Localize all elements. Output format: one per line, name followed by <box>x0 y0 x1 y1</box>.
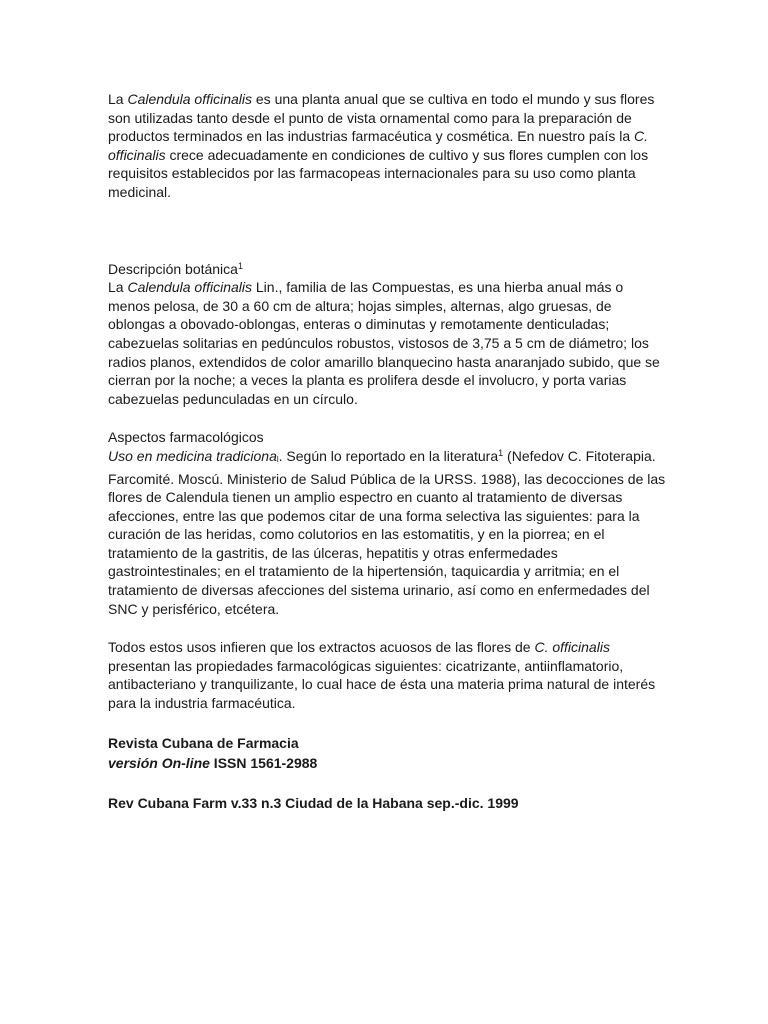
farmacologicos-footnote-ref: 1 <box>498 447 504 458</box>
botanica-footnote-ref: 1 <box>237 260 243 271</box>
intro-paragraph <box>108 90 668 202</box>
botanica-text-2: Lin., familia de las Compuestas, es una hierba anual más o menos pelosa, de 30 a 60 cm de altura; hojas simples, alternas, algo gruesas, de oblongas a obovado-oblongas, enteras o diminutas y remotamente denticuladas; cabezuelas solitarias en pedúnculos robustos, vistosos de 3,75 a 5 cm de diámetro; los radios planos, extendidos de color amarillo blanquecino hasta anaranjado subido, que se cierran por la noche; a veces la planta es prolifera desde el involucro, y porta varias cabezuelas pedunculadas en un círculo. <box>108 279 660 407</box>
journal-issn: ISSN 1561-2988 <box>209 754 318 771</box>
intro-species-abbr: C. officinalis <box>108 128 649 163</box>
usos-species-abbr: C. officinalis <box>534 639 610 656</box>
intro-species-name: Calendula officinalis <box>127 91 252 107</box>
journal-citation: Rev Cubana Farm v.33 n.3 Ciudad de la Habana sep.-dic. 1999 <box>108 794 519 811</box>
usos-text-1: Todos estos usos infieren que los extractos acuosos de las flores de <box>108 639 535 656</box>
farmacologicos-heading-text: Aspectos farmacológicos <box>108 429 264 446</box>
farmacologicos-text-2: (Nefedov C. Fitoterapia. Farcomité. Moscú. Ministerio de Salud Pública de la URSS. 1988), las decocciones de las flores de Calendula tienen un amplio espectro en cuanto al tratamiento de diversas afecciones, entre las que podemos citar de una forma selectiva las siguientes: para la curación de las heridas, como colutorios en las estomatitis, y en la piorrea; en el tratamiento de la gastritis, de las úlceras, hepatitis y otras enfermedades gastrointestinales; en el tratamiento de la hipertensión, taquicardia y arritmia; en el tratamiento de diversas afecciones del sistema urinario, así como en enfermedades del SNC y perisférico, etcétera. <box>108 447 666 617</box>
usos-text-2: presentan las propiedades farmacológicas siguientes: cicatrizante, antiinflamatorio, antibacteriano y tranquilizante, lo cual hace de ésta una materia prima natural de interés para la industria farmacéutica. <box>108 657 656 712</box>
document-body <box>108 90 668 813</box>
farmacologicos-heading <box>108 428 668 447</box>
botanica-heading-text: Descripción botánica <box>108 260 238 277</box>
intro-text-1: La <box>108 91 128 107</box>
journal-version-label: versión On-line <box>108 754 210 771</box>
journal-name: Revista Cubana de Farmacia <box>108 734 299 751</box>
uso-tradicional-label: Uso en medicina tradiciona <box>108 447 277 464</box>
intro-text-3: crece adecuadamente en condiciones de cultivo y sus flores cumplen con los requisitos establecidos por las farmacopeas internacionales para su uso como planta medicinal. <box>108 146 649 200</box>
farmacologicos-paragraph <box>108 447 668 618</box>
intro-text-2: es una planta anual que se cultiva en todo el mundo y sus flores son utilizadas tanto desde el punto de vista ornamental como para la preparación de productos terminados en las industrias farmacéutica y cosmética. En nuestro país la <box>108 91 655 145</box>
farmacologicos-text-1: . Según lo reportado en la literatura <box>278 447 499 464</box>
usos-paragraph <box>108 638 668 712</box>
botanica-paragraph <box>108 278 668 408</box>
botanica-text-1: La <box>108 279 128 296</box>
botanica-heading <box>108 260 668 279</box>
journal-issn-line <box>108 753 668 773</box>
botanica-species-name: Calendula officinalis <box>127 279 252 296</box>
uso-tradicional-suffix: l <box>276 454 279 464</box>
journal-info <box>108 733 668 813</box>
